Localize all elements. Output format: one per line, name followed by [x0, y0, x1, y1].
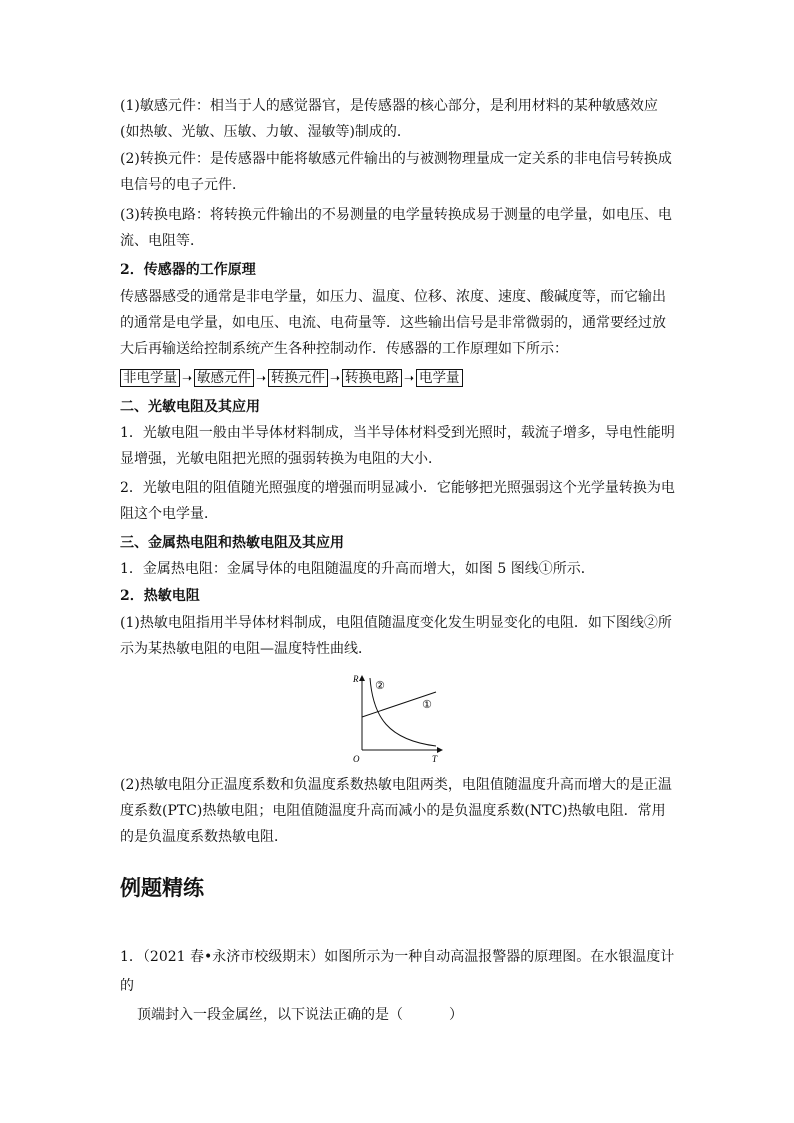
paragraph-conversion-circuit: (3)转换电路：将转换元件输出的不易测量的电学量转换成易于测量的电学量，如电压、电流、电阻等． [120, 207, 672, 249]
arrow-right-icon: ➝ [329, 371, 341, 385]
question-1-close-paren: ） [449, 1007, 463, 1023]
heading-thermal-resistors: 三、金属热电阻和热敏电阻及其应用 [120, 535, 344, 551]
y-axis-label: R [353, 674, 359, 684]
flow-box-conversion-circuit: 转换电路 [342, 369, 402, 387]
flow-box-sensitive-element: 敏感元件 [194, 369, 254, 387]
flow-box-non-electrical: 非电学量 [120, 369, 180, 387]
resistance-temperature-figure [350, 672, 450, 768]
arrow-right-icon: ➝ [403, 371, 415, 385]
paragraph-thermistor-2: (2)热敏电阻分正温度系数和负温度系数热敏电阻两类，电阻值随温度升高而增大的是正温度系数(PTC)热敏电阻；电阻值随温度升高而减小的是负温度系数(NTC)热敏电阻．常用的是负温度系数热敏电阻． [120, 777, 672, 845]
heading-working-principle: 2．传感器的工作原理 [120, 262, 256, 278]
paragraph-sensitive-element: (1)敏感元件：相当于人的感觉器官，是传感器的核心部分，是利用材料的某种敏感效应(如热敏、光敏、压敏、力敏、湿敏等)制成的． [120, 98, 658, 140]
paragraph-thermistor-1: (1)热敏电阻指用半导体材料制成，电阻值随温度变化发生明显变化的电阻．如下图线②所示为某热敏电阻的电阻—温度特性曲线． [120, 615, 672, 657]
paragraph-conversion-element: (2)转换元件：是传感器中能将敏感元件输出的与被测物理量成一定关系的非电信号转换成电信号的电子元件． [120, 151, 672, 193]
x-axis-label: T [432, 754, 438, 764]
paragraph-metal-thermal-resistor: 1．金属热电阻：金属导体的电阻随温度的升高而增大，如图 5 图线①所示． [120, 561, 595, 577]
question-1-line-1: 1．（2021 春•永济市校级期末）如图所示为一种自动高温报警器的原理图。在水银温度计的 [120, 949, 675, 994]
heading-thermistor: 2．热敏电阻 [120, 588, 200, 604]
origin-label: O [353, 754, 360, 764]
question-1 [120, 943, 680, 1030]
arrow-right-icon: ➝ [255, 371, 267, 385]
flow-box-conversion-element: 转换元件 [268, 369, 328, 387]
paragraph-photoresistor-1: 1．光敏电阻一般由半导体材料制成，当半导体材料受到光照时，载流子增多，导电性能明显增强，光敏电阻把光照的强弱转换为电阻的大小． [120, 425, 675, 467]
curve-1-label: ① [422, 698, 432, 711]
principle-flow-diagram [120, 368, 463, 388]
question-1-line-2 [120, 1001, 680, 1030]
curve-2-label: ② [375, 679, 385, 692]
flow-box-electrical: 电学量 [416, 369, 463, 387]
heading-photoresistor: 二、光敏电阻及其应用 [120, 399, 260, 415]
paragraph-photoresistor-2: 2．光敏电阻的阻值随光照强度的增强而明显减小．它能够把光照强弱这个光学量转换为电阻这个电学量． [120, 480, 675, 522]
question-1-text: 顶端封入一段金属丝，以下说法正确的是（ [137, 1007, 403, 1023]
arrow-right-icon: ➝ [181, 371, 193, 385]
section-title-examples: 例题精练 [120, 876, 204, 900]
paragraph-working-principle: 传感器感受的通常是非电学量，如压力、温度、位移、浓度、速度、酸碱度等，而它输出的通常是电学量，如电压、电流、电荷量等．这些输出信号是非常微弱的，通常要经过放大后再输送给控制系统产生各种控制动作．传感器的工作原理如下所示： [120, 289, 666, 357]
